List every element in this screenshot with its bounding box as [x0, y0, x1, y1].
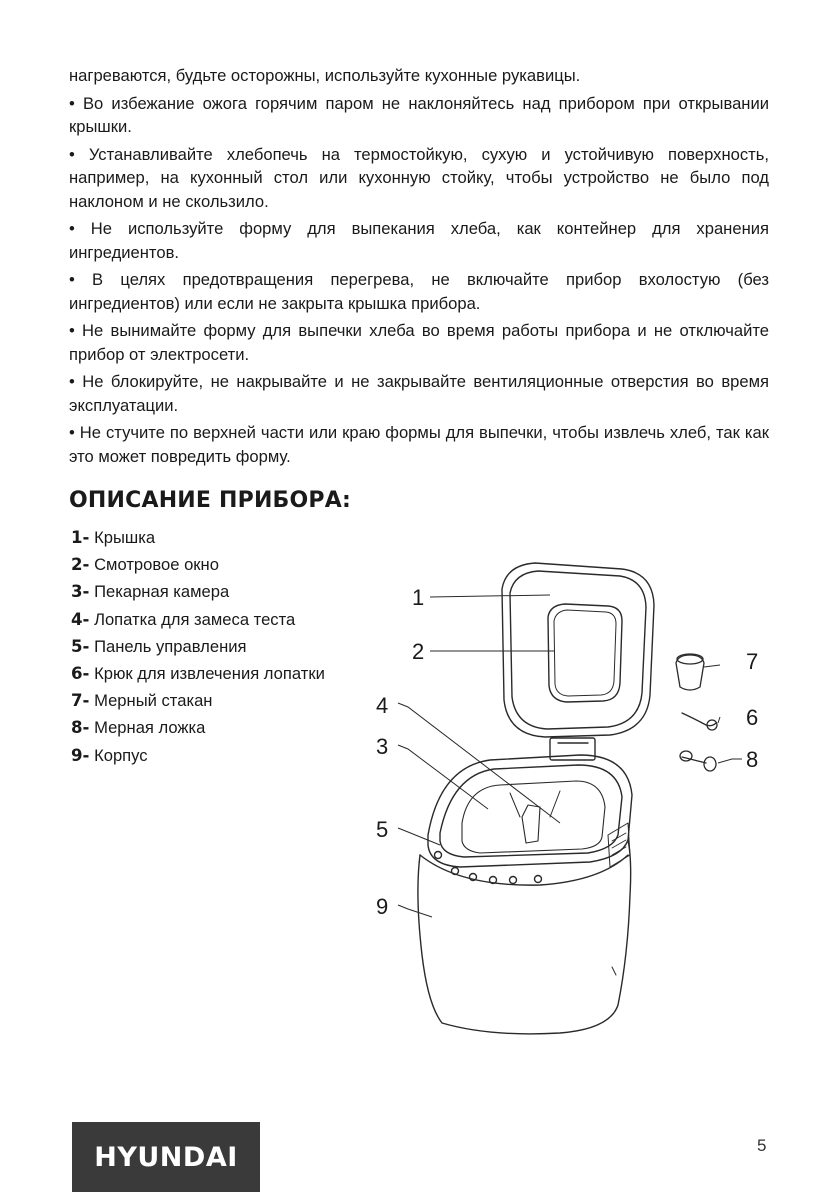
part-label: Крюк для извлечения лопатки — [94, 664, 325, 684]
safety-text — [69, 64, 769, 472]
body-outline — [418, 840, 631, 1034]
callout-1: 1 — [412, 585, 425, 610]
part-item — [71, 742, 325, 769]
viewing-window — [548, 604, 622, 702]
part-number: 5- — [71, 636, 90, 656]
callout-2: 2 — [412, 639, 425, 664]
part-number: 3- — [71, 582, 90, 602]
callout-7: 7 — [746, 649, 759, 674]
part-label: Пекарная камера — [94, 582, 230, 602]
control-button — [510, 877, 517, 884]
part-number: 1- — [71, 528, 90, 547]
part-label: Мерный стакан — [94, 691, 213, 711]
part-number: 2- — [71, 555, 90, 575]
paragraph-3: • Устанавливайте хлебопечь на термостойкую, сухую и устойчивую поверхность, например, на кухонный стол или кухонную стойку, чтобы устройство не было под наклоном и не скользило. — [69, 144, 769, 211]
paragraph-2: • Во избежание ожога горячим паром не наклоняйтесь над прибором при открывании крышки. — [69, 93, 769, 136]
callout-8: 8 — [746, 747, 759, 772]
part-item — [71, 660, 325, 687]
part-label: Крышка — [94, 528, 156, 547]
paragraph-1: нагреваются, будьте осторожны, используйте кухонные рукавицы. — [69, 66, 581, 85]
callout-3: 3 — [376, 734, 389, 759]
brand-logo — [72, 1122, 260, 1192]
paragraph-6: • Не вынимайте форму для выпечки хлеба во время работы прибора и не отключайте прибор от электросети. — [69, 321, 769, 364]
bread-maker-diagram — [360, 555, 780, 1045]
lid-outline — [502, 563, 654, 737]
measuring-spoon-icon — [682, 757, 706, 763]
control-button — [535, 876, 542, 883]
part-item — [71, 714, 325, 741]
kneading-paddle — [522, 805, 540, 843]
part-label: Корпус — [94, 745, 148, 765]
part-item — [71, 633, 325, 660]
part-number: 6- — [71, 664, 90, 684]
measuring-cup-icon — [676, 655, 704, 690]
callout-6: 6 — [746, 705, 759, 730]
callout-5: 5 — [376, 817, 389, 842]
page-number: 5 — [757, 1136, 767, 1155]
paragraph-7: • Не блокируйте, не накрывайте и не закрывайте вентиляционные отверстия во время эксплуатации. — [69, 372, 769, 415]
part-item — [71, 524, 325, 551]
part-item — [71, 687, 325, 714]
paragraph-8: • Не стучите по верхней части или краю формы для выпечки, чтобы извлечь хлеб, так как это может повредить форму. — [69, 423, 769, 466]
part-label: Лопатка для замеса теста — [94, 609, 296, 629]
part-item — [71, 551, 325, 578]
part-number: 9- — [71, 745, 90, 765]
part-number: 8- — [71, 718, 90, 738]
brand-logo-text: HYUNDAI — [94, 1141, 238, 1173]
part-number: 4- — [71, 609, 90, 629]
parts-list — [71, 524, 325, 769]
part-label: Панель управления — [94, 636, 247, 656]
part-label: Смотровое окно — [94, 555, 219, 575]
section-title: ОПИСАНИЕ ПРИБОРА: — [69, 488, 351, 513]
part-label: Мерная ложка — [94, 718, 206, 738]
paragraph-5: • В целях предотвращения перегрева, не включайте прибор вхолостую (без ингредиентов) или если не закрыта крышка прибора. — [69, 270, 769, 313]
callout-4: 4 — [376, 693, 389, 718]
paddle-hook-icon — [682, 713, 716, 726]
part-item — [71, 578, 325, 605]
control-button — [435, 852, 442, 859]
part-item — [71, 606, 325, 633]
part-number: 7- — [71, 691, 90, 711]
callout-9: 9 — [376, 894, 389, 919]
paragraph-4: • Не используйте форму для выпекания хлеба, как контейнер для хранения ингредиентов. — [69, 219, 769, 262]
